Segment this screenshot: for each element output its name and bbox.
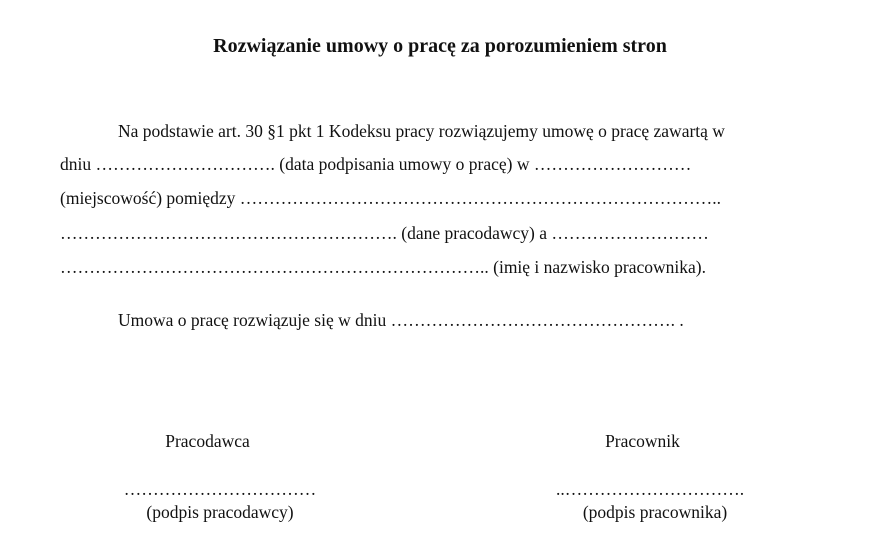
employee-signature-line: ..…………………………. [555,479,745,499]
paragraph-line-3: (miejscowość) pomiędzy ……………………………………………………………………….. [60,188,722,208]
employer-signature-caption: (podpis pracodawcy) [146,502,294,522]
document-title: Rozwiązanie umowy o pracę za porozumieniem stron [213,35,667,57]
employee-label: Pracownik [605,431,680,451]
paragraph-line-4: …………………………………………………. (dane pracodawcy) a ……………………… [60,223,709,243]
paragraph-line-5: ……………………………………………………………….. (imię i nazwisko pracownika). [60,257,706,277]
employer-signature-line: …………………………… [123,479,317,499]
employee-signature-caption: (podpis pracownika) [582,502,728,522]
paragraph-line-2: dniu …………………………. (data podpisania umowy o pracę) w ……………………… [60,154,692,174]
termination-date-line: Umowa o pracę rozwiązuje się w dniu …………………………………………. . [118,310,684,330]
employer-label: Pracodawca [165,431,250,451]
paragraph-line-1: Na podstawie art. 30 §1 pkt 1 Kodeksu pracy rozwiązujemy umowę o pracę zawartą w [118,121,725,141]
